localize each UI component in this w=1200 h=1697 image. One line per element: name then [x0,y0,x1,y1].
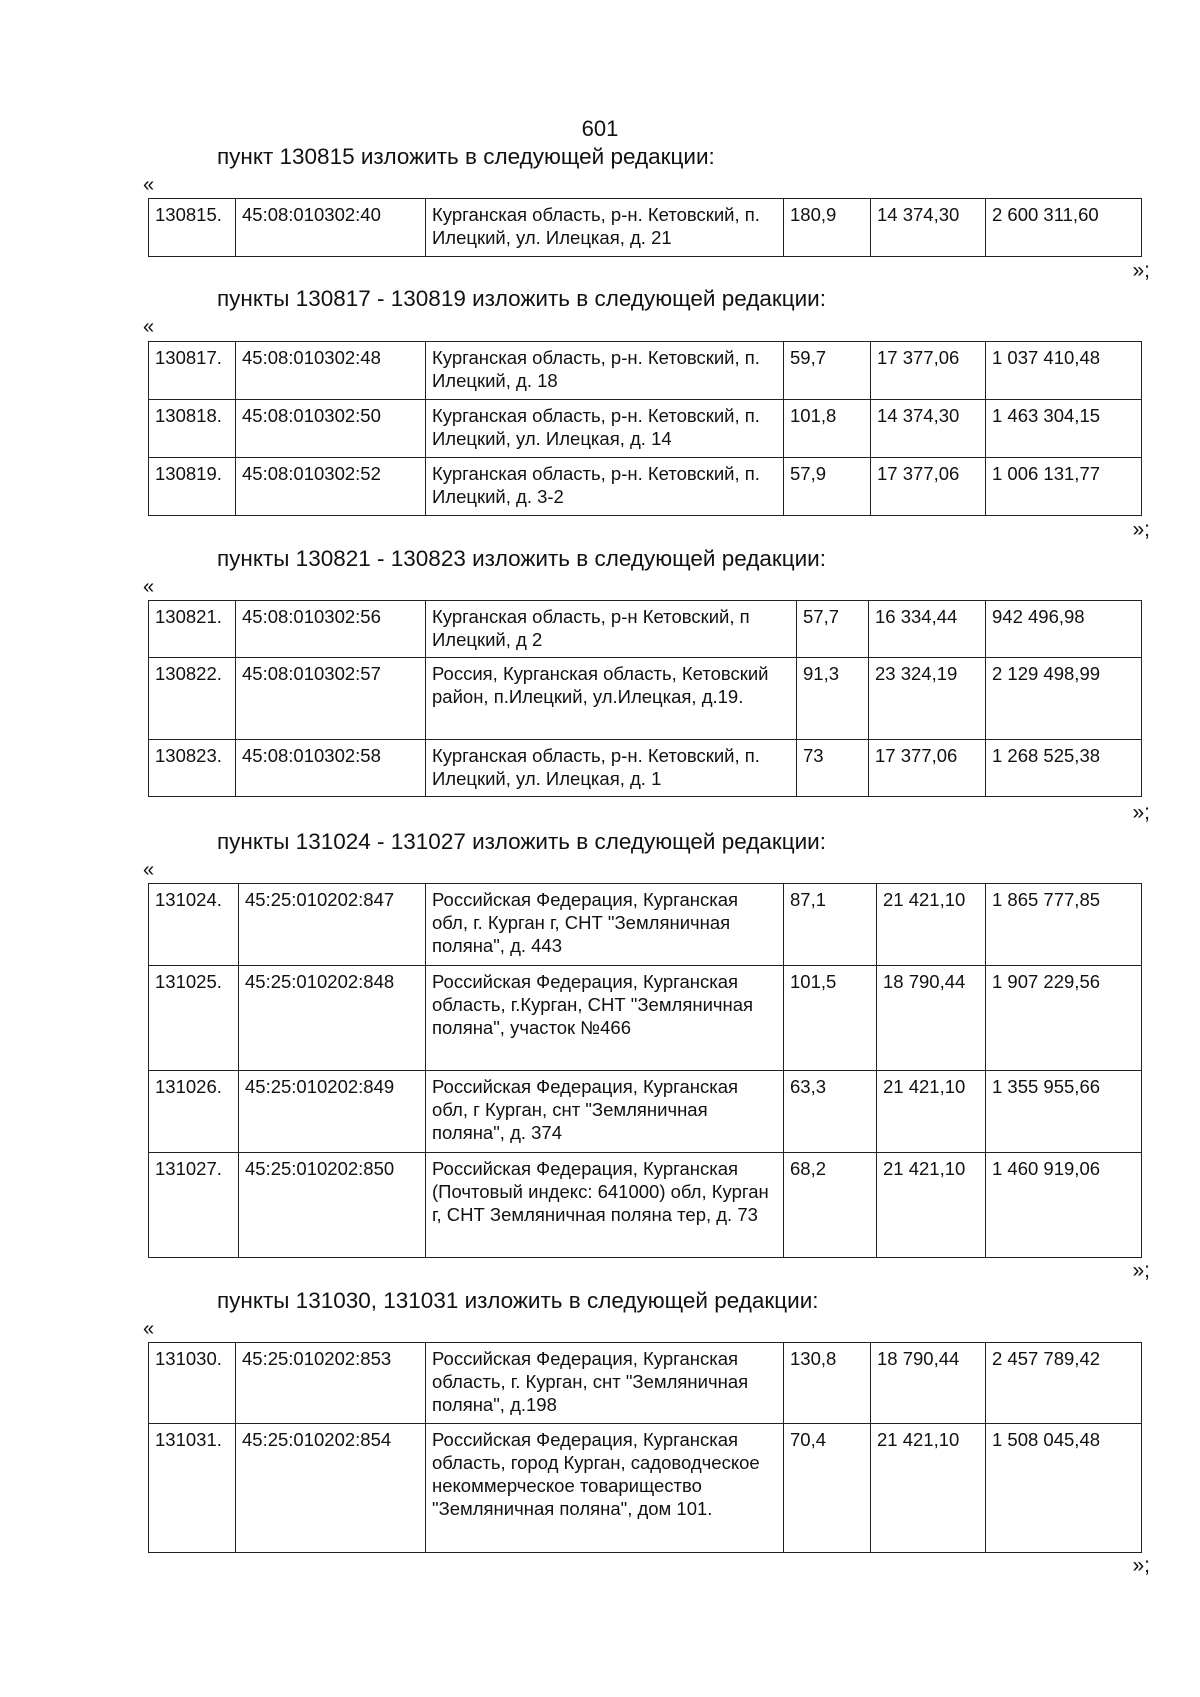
area: 87,1 [784,884,877,966]
table-row [149,1424,1142,1553]
opening-quote: « [143,576,155,598]
address: Курганская область, р-н. Кетовский, п. Илецкий, д. 18 [426,342,784,400]
table-row [149,658,1142,740]
price-per-unit: 14 374,30 [871,199,986,257]
cadastral-value: 1 037 410,48 [986,342,1142,400]
address: Курганская область, р-н Кетовский, п Илецкий, д 2 [426,601,797,658]
closing-quote: »; [1132,801,1150,824]
price-per-unit: 17 377,06 [871,342,986,400]
property-table [148,600,1142,797]
table-row [149,199,1142,257]
row-number: 131026. [149,1071,239,1153]
address: Курганская область, р-н. Кетовский, п. Илецкий, ул. Илецкая, д. 14 [426,400,784,458]
cadastral-value: 1 355 955,66 [986,1071,1142,1153]
opening-quote: « [143,859,155,881]
closing-quote: »; [1132,1554,1150,1577]
cadastral-value: 1 268 525,38 [986,740,1142,797]
address: Россия, Курганская область, Кетовский район, п.Илецкий, ул.Илецкая, д.19. [426,658,797,740]
address: Курганская область, р-н. Кетовский, п. Илецкий, ул. Илецкая, д. 21 [426,199,784,257]
table-row [149,342,1142,400]
address: Российская Федерация, Курганская область, г.Курган, СНТ "Земляничная поляна", участок №466 [426,966,784,1071]
row-number: 130819. [149,458,236,516]
row-number: 130817. [149,342,236,400]
cadastral-number: 45:08:010302:50 [236,400,426,458]
price-per-unit: 18 790,44 [877,966,986,1071]
cadastral-number: 45:25:010202:854 [236,1424,426,1553]
address: Российская Федерация, Курганская обл, г Курган, снт "Земляничная поляна", д. 374 [426,1071,784,1153]
price-per-unit: 14 374,30 [871,400,986,458]
address: Курганская область, р-н. Кетовский, п. Илецкий, ул. Илецкая, д. 1 [426,740,797,797]
cadastral-value: 1 865 777,85 [986,884,1142,966]
table-row [149,1343,1142,1424]
address: Курганская область, р-н. Кетовский, п. Илецкий, д. 3-2 [426,458,784,516]
cadastral-number: 45:25:010202:847 [239,884,426,966]
cadastral-value: 2 600 311,60 [986,199,1142,257]
row-number: 130818. [149,400,236,458]
area: 73 [797,740,869,797]
table-row [149,884,1142,966]
cadastral-number: 45:08:010302:52 [236,458,426,516]
cadastral-number: 45:08:010302:48 [236,342,426,400]
cadastral-value: 1 508 045,48 [986,1424,1142,1553]
cadastral-number: 45:25:010202:853 [236,1343,426,1424]
property-table [148,1342,1142,1553]
cadastral-number: 45:08:010302:40 [236,199,426,257]
price-per-unit: 21 421,10 [877,1071,986,1153]
row-number: 130823. [149,740,236,797]
cadastral-number: 45:25:010202:849 [239,1071,426,1153]
section-heading: пункты 130821 - 130823 изложить в следующей редакции: [217,546,827,571]
cadastral-value: 1 460 919,06 [986,1153,1142,1258]
table-row [149,1071,1142,1153]
row-number: 131024. [149,884,239,966]
cadastral-value: 1 463 304,15 [986,400,1142,458]
section-heading: пункты 131030, 131031 изложить в следующей редакции: [217,1288,819,1313]
price-per-unit: 21 421,10 [871,1424,986,1553]
area: 63,3 [784,1071,877,1153]
area: 180,9 [784,199,871,257]
cadastral-number: 45:08:010302:56 [236,601,426,658]
section-heading: пункт 130815 изложить в следующей редакции: [217,144,715,169]
price-per-unit: 21 421,10 [877,884,986,966]
area: 59,7 [784,342,871,400]
price-per-unit: 17 377,06 [869,740,986,797]
opening-quote: « [143,174,155,196]
page-number: 601 [581,116,619,141]
row-number: 131025. [149,966,239,1071]
price-per-unit: 17 377,06 [871,458,986,516]
cadastral-value: 942 496,98 [986,601,1142,658]
area: 130,8 [784,1343,871,1424]
address: Российская Федерация, Курганская область, город Курган, садоводческое некоммерческое товарищество "Земляничная поляна", дом 101. [426,1424,784,1553]
cadastral-number: 45:08:010302:57 [236,658,426,740]
address: Российская Федерация, Курганская (Почтовый индекс: 641000) обл, Курган г, СНТ Земляничная поляна тер, д. 73 [426,1153,784,1258]
address: Российская Федерация, Курганская обл, г. Курган г, СНТ "Земляничная поляна", д. 443 [426,884,784,966]
opening-quote: « [143,316,155,338]
row-number: 130821. [149,601,236,658]
cadastral-number: 45:25:010202:850 [239,1153,426,1258]
area: 68,2 [784,1153,877,1258]
area: 101,8 [784,400,871,458]
cadastral-value: 2 129 498,99 [986,658,1142,740]
address: Российская Федерация, Курганская область, г. Курган, снт "Земляничная поляна", д.198 [426,1343,784,1424]
closing-quote: »; [1132,1259,1150,1282]
table-row [149,458,1142,516]
table-row [149,601,1142,658]
row-number: 131031. [149,1424,236,1553]
table-row [149,400,1142,458]
area: 70,4 [784,1424,871,1553]
row-number: 131030. [149,1343,236,1424]
property-table [148,883,1142,1258]
section-heading: пункты 131024 - 131027 изложить в следующей редакции: [217,829,827,854]
table-row [149,966,1142,1071]
price-per-unit: 21 421,10 [877,1153,986,1258]
row-number: 131027. [149,1153,239,1258]
cadastral-value: 2 457 789,42 [986,1343,1142,1424]
row-number: 130815. [149,199,236,257]
property-table [148,198,1142,257]
cadastral-value: 1 006 131,77 [986,458,1142,516]
opening-quote: « [143,1318,155,1340]
table-row [149,740,1142,797]
area: 57,9 [784,458,871,516]
area: 101,5 [784,966,877,1071]
closing-quote: »; [1132,259,1150,282]
cadastral-number: 45:08:010302:58 [236,740,426,797]
price-per-unit: 18 790,44 [871,1343,986,1424]
price-per-unit: 16 334,44 [869,601,986,658]
area: 91,3 [797,658,869,740]
table-row [149,1153,1142,1258]
area: 57,7 [797,601,869,658]
price-per-unit: 23 324,19 [869,658,986,740]
row-number: 130822. [149,658,236,740]
cadastral-value: 1 907 229,56 [986,966,1142,1071]
section-heading: пункты 130817 - 130819 изложить в следующей редакции: [217,286,827,311]
cadastral-number: 45:25:010202:848 [239,966,426,1071]
property-table [148,341,1142,516]
closing-quote: »; [1132,518,1150,541]
